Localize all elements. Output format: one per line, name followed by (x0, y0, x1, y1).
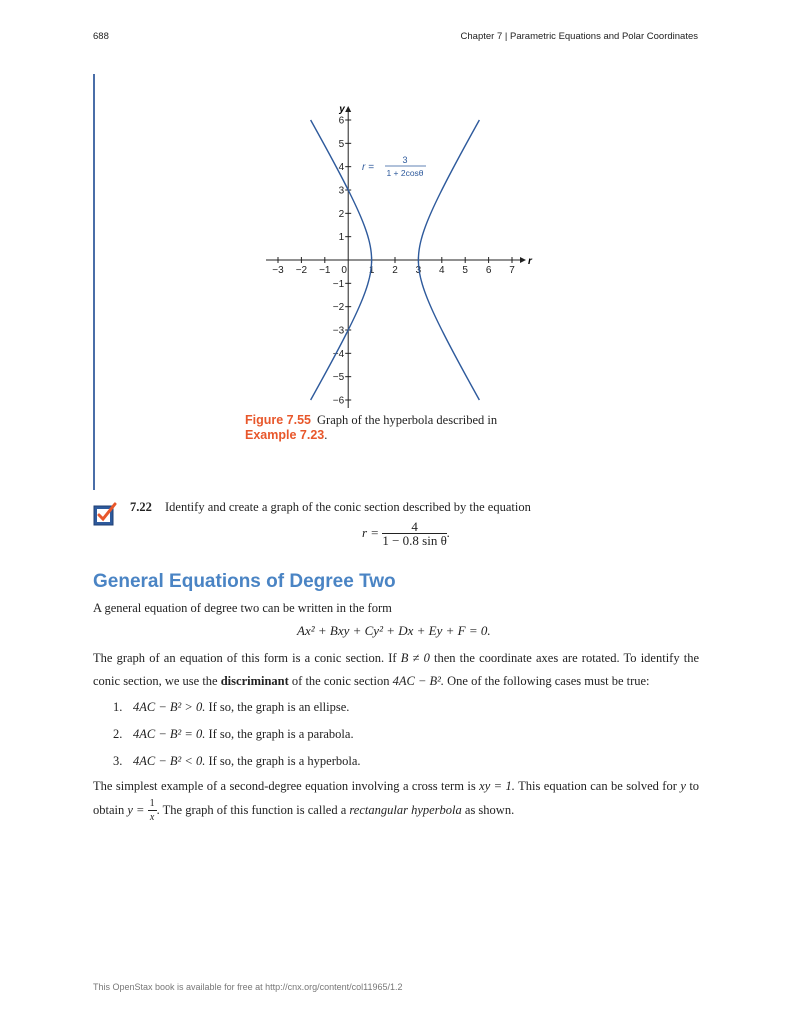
general-equation: Ax² + Bxy + Cy² + Dx + Ey + F = 0. (297, 623, 491, 638)
y-tick-label: 5 (338, 138, 345, 150)
case-parabola: 2. 4AC − B² = 0. If so, the graph is a parabola. (113, 727, 354, 741)
example-link[interactable]: Example 7.23 (245, 428, 325, 442)
checkpoint-text: Identify and create a graph of the conic section described by the equation (165, 500, 531, 514)
y-axis-arrow (345, 106, 351, 112)
x-tick-label: −2 (295, 265, 308, 276)
caption-text: Graph of the hyperbola described in (317, 413, 498, 427)
checkpoint-number: 7.22 (130, 500, 152, 514)
hyperbola-graph (240, 100, 540, 412)
case-hyperbola: 3. 4AC − B² < 0. If so, the graph is a hyperbola. (113, 754, 361, 768)
x-axis-label: r (528, 256, 532, 267)
graph-eq-num: 3 (402, 155, 408, 165)
y-tick-label: 6 (338, 115, 345, 127)
y-tick-label: −6 (332, 395, 345, 407)
graph-eq-den: 1 + 2cosθ (386, 168, 424, 178)
y-tick-label: −2 (332, 302, 345, 314)
graph-eq-lhs: r = (362, 162, 374, 173)
y-tick-label: −1 (332, 278, 345, 290)
figure-label: Figure 7.55 (245, 413, 311, 427)
x-tick-label: −1 (319, 265, 331, 276)
figure-caption: Figure 7.55 Graph of the hyperbola described in Example 7.23. (245, 413, 498, 442)
x-tick-label: 7 (509, 265, 515, 276)
y-tick-label: 4 (338, 162, 345, 174)
x-tick-label: 3 (415, 265, 422, 276)
rectangular-hyperbola-paragraph: The simplest example of a second-degree equation involving a cross term is xy = 1. This equation can be solved for y to obtain y = $\frac{1}{x}$ . The graph of this function is called a rectangular hyperbola as shown. (93, 779, 700, 823)
y-tick-label: 3 (338, 185, 345, 197)
x-axis-arrow (520, 257, 526, 263)
y-tick-label: −4 (332, 348, 345, 360)
page-number: 688 (93, 31, 109, 42)
y-tick-label: −3 (332, 325, 345, 337)
figure-sidebar (93, 74, 95, 490)
footer: This OpenStax book is available for free at http://cnx.org/content/col11965/1.2 (93, 982, 403, 992)
x-tick-label: 2 (392, 265, 398, 276)
discriminant-paragraph: The graph of an equation of this form is a conic section. If B ≠ 0 then the coordinate axes are rotated. To identify the conic section, we use the discriminant of the conic section 4AC − B². One of the following cases must be true: (93, 651, 700, 688)
ticks (272, 116, 515, 407)
y-tick-label: −5 (332, 372, 345, 384)
x-tick-label: 1 (368, 265, 375, 276)
y-tick-label: 1 (338, 232, 345, 244)
graph-equation (362, 155, 426, 178)
y-tick-label: 2 (338, 208, 345, 220)
x-tick-label: 0 (341, 265, 347, 276)
case-ellipse: 1. 4AC − B² > 0. If so, the graph is an ellipse. (113, 700, 350, 714)
section-title: General Equations of Degree Two (93, 571, 396, 592)
x-tick-label: 4 (439, 265, 445, 276)
intro-paragraph: A general equation of degree two can be written in the form (93, 601, 392, 615)
axes (266, 106, 526, 408)
x-tick-label: 5 (462, 265, 468, 276)
checkpoint-equation: r = $\frac{4}{\text{1 − 0.8 sin θ}}$ . (362, 519, 451, 548)
checkpoint-icon (93, 502, 117, 526)
y-axis-label: y (339, 104, 345, 115)
chapter-title: Chapter 7 | Parametric Equations and Polar Coordinates (460, 31, 698, 42)
x-tick-label: 6 (485, 265, 492, 276)
x-tick-label: −3 (272, 265, 284, 276)
